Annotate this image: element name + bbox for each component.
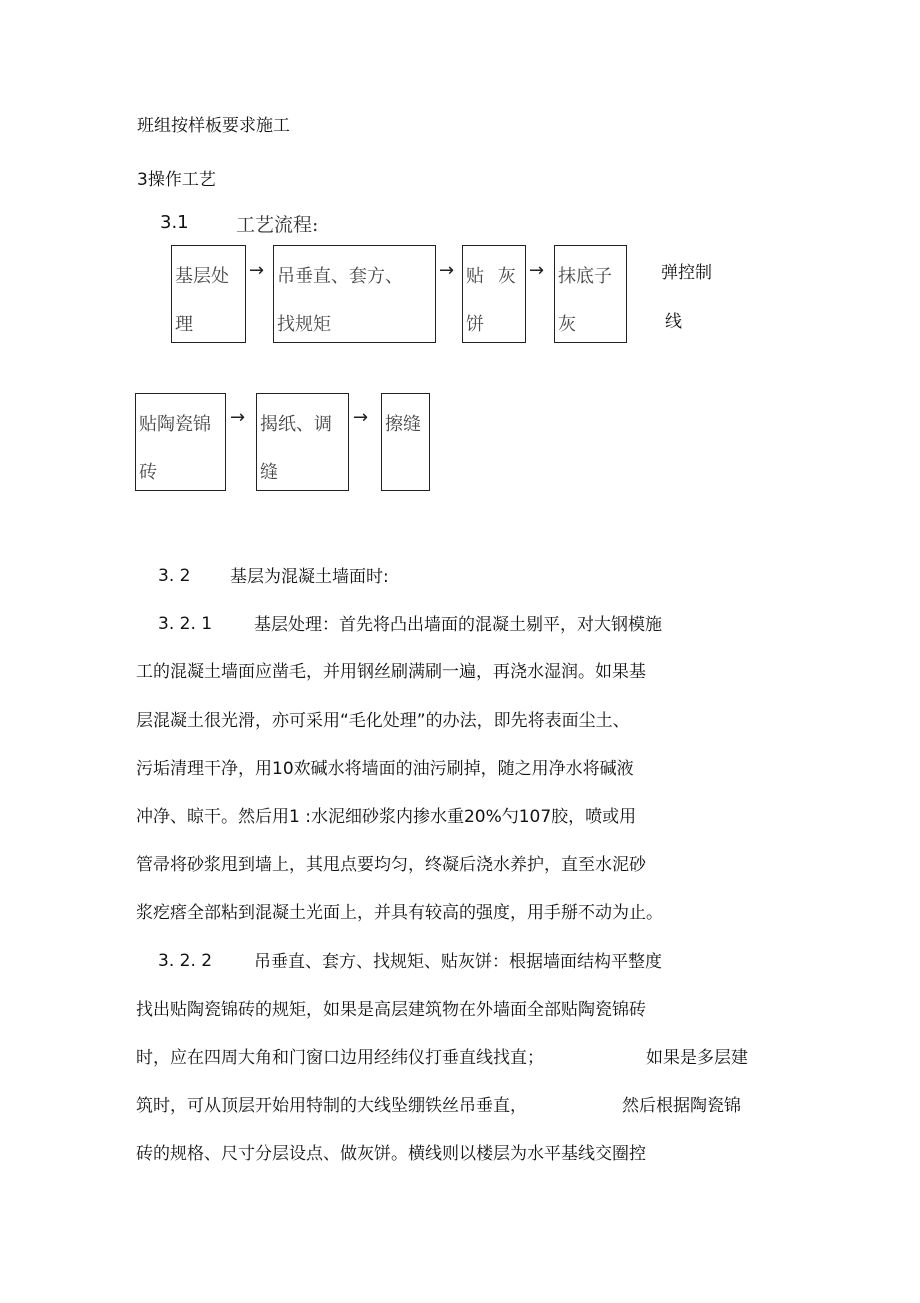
flow-box-line: 缝: [260, 462, 278, 483]
paragraph-line: 如果是多层建: [646, 1048, 748, 1068]
flow-box-line: 理: [175, 314, 193, 335]
flow-box-grout: [381, 393, 430, 491]
paragraph-line: 层混凝土很光滑，亦可采用“毛化处理”的办法，即先将表面尘土、: [136, 711, 630, 731]
paragraph-line: 然后根据陶瓷锦: [622, 1096, 741, 1116]
paragraph-line: 砖的规格、尺寸分层设点、做灰饼。横线则以楼层为水平基线交圈控: [136, 1144, 646, 1164]
flow-box-peel-adjust: [256, 393, 349, 491]
paragraph-line: 找出贴陶瓷锦砖的规矩，如果是高层建筑物在外墙面全部贴陶瓷锦砖: [136, 1000, 646, 1020]
paragraph-line: 浆疙瘩全部粘到混凝土光面上，并具有较高的强度，用手掰不动为止。: [136, 903, 663, 923]
paragraph-line: 工的混凝土墙面应凿毛，并用钢丝刷满刷一遍，再浇水湿润。如果基: [136, 662, 646, 682]
flow-box-line: 擦缝: [385, 414, 421, 435]
flow-arrow: →: [529, 260, 545, 281]
flow-box-line: 找规矩: [277, 314, 331, 335]
flow-box-line: 灰: [558, 314, 576, 335]
flow-box-line: 砖: [139, 462, 157, 483]
flow-box-base-treatment: [171, 245, 246, 343]
flow-box-line: 吊垂直、套方、: [277, 266, 403, 287]
flow-box-line: 揭纸、调: [260, 414, 332, 435]
flow-arrow: →: [439, 260, 455, 281]
flow-box-line: 贴陶瓷锦: [139, 414, 211, 435]
flow-trailing-line1: 弹控制: [661, 263, 712, 283]
flow-box-line: 抹底子: [558, 266, 612, 287]
paragraph-line: 污垢清理干净，用10欢碱水将墙面的油污刷掉，随之用净水将碱液: [136, 759, 634, 779]
flow-arrow: →: [249, 260, 265, 281]
flow-trailing-line2: 线: [665, 312, 682, 332]
flow-box-plumb-square: [273, 245, 436, 343]
paragraph-line: 冲净、晾干。然后用1 :水泥细砂浆内掺水重20%勺107胶，喷或用: [136, 807, 637, 827]
section-3-2-number: 3. 2: [158, 566, 191, 586]
paragraph-line: 管帚将砂浆甩到墙上，其甩点要均匀，终凝后浇水养护，直至水泥砂: [136, 855, 646, 875]
section-3-1-number: 3.1: [160, 212, 189, 233]
intro-line: 班组按样板要求施工: [137, 116, 290, 136]
paragraph-line: 时，应在四周大角和门窗口边用经纬仪打垂直线找直；: [136, 1048, 544, 1068]
paragraph-line: 基层处理：首先将凸出墙面的混凝土剔平，对大钢模施: [254, 615, 662, 635]
flow-box-line: 饼: [466, 314, 484, 335]
flow-box-line: 基层处: [175, 266, 229, 287]
section-3-2-2-number: 3. 2. 2: [158, 951, 213, 971]
paragraph-line: 筑时，可从顶层开始用特制的大线坠绷铁丝吊垂直，: [136, 1096, 527, 1116]
flow-box-ash-cake: [462, 245, 526, 343]
flow-box-tile-paste: [135, 393, 226, 491]
section-3-1-title: 工艺流程:: [236, 214, 319, 236]
section-3-2-1-number: 3. 2. 1: [158, 614, 213, 634]
flow-arrow: →: [230, 407, 246, 428]
section-3-title: 3操作工艺: [137, 170, 216, 190]
section-3-2-title: 基层为混凝土墙面时:: [230, 567, 389, 587]
paragraph-line: 吊垂直、套方、找规矩、贴灰饼：根据墙面结构平整度: [254, 952, 662, 972]
flow-box-line: 贴 灰: [466, 266, 520, 287]
flow-box-base-plaster: [554, 245, 627, 343]
flow-arrow: →: [353, 407, 369, 428]
